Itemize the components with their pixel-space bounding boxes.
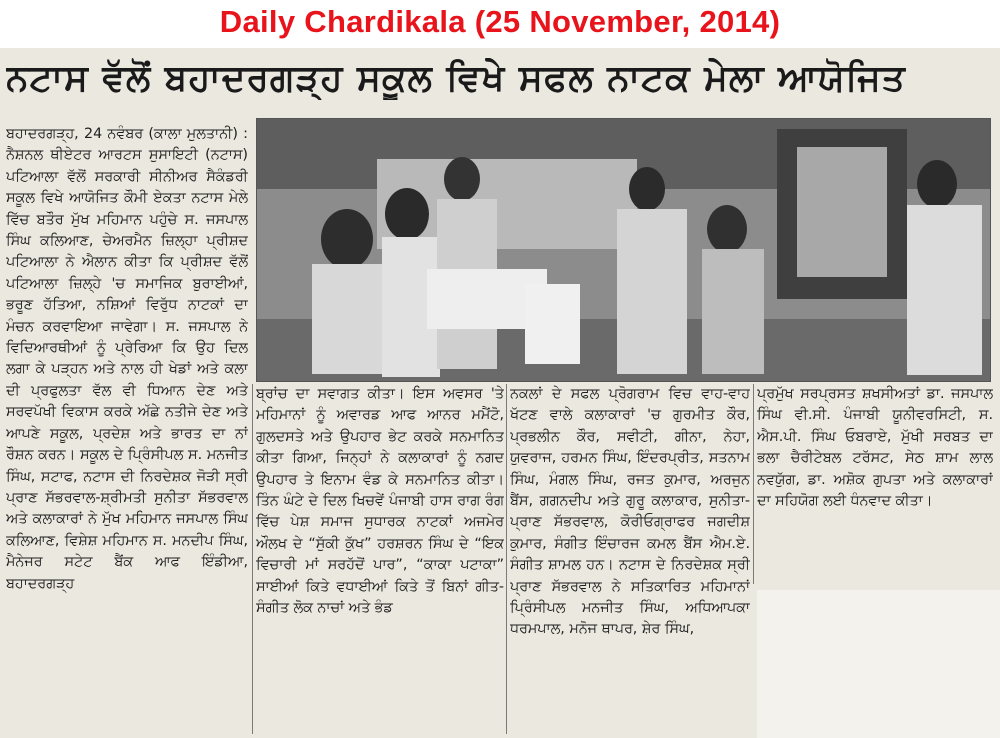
article-column-2 [256, 384, 504, 734]
article-headline: ਨਟਾਸ ਵੱਲੋਂ ਬਹਾਦਰਗੜ੍ਹ ਸਕੂਲ ਵਿਖੇ ਸਫਲ ਨਾਟਕ ਮੇਲਾ ਆਯੋਜਿਤ [6, 58, 906, 99]
news-photo-illustration [257, 119, 990, 381]
article-text-col3: ਨਕਲਾਂ ਦੇ ਸਫਲ ਪ੍ਰੋਗਰਾਮ ਵਿਚ ਵਾਹ-ਵਾਹ ਖੱਟਣ ਵਾਲੇ ਕਲਾਕਾਰਾਂ 'ਚ ਗੁਰਮੀਤ ਕੌਰ, ਪ੍ਰਭਲੀਨ ਕੌਰ, ਸਵੀਟੀ, ਗੀਨਾ, ਨੇਹਾ, ਯੁਵਰਾਜ, ਹਰਮਨ ਸਿੰਘ, ਇੰਦਰਪ੍ਰੀਤ, ਸਤਨਾਮ ਸਿੰਘ, ਮੰਗਲ ਸਿੰਘ, ਰਜਤ ਕੁਮਾਰ, ਅਰਜੁਨ ਬੈਂਸ, ਗਗਨਦੀਪ ਅਤੇ ਗੁਰੂ ਕਲਾਕਾਰ, ਸੁਨੀਤਾ-ਪ੍ਰਾਣ ਸੱਭਰਵਾਲ, ਕੋਰੀਓਗ੍ਰਾਫਰ ਜਗਦੀਸ਼ ਕੁਮਾਰ, ਸੰਗੀਤ ਇੰਚਾਰਜ ਕਮਲ ਬੈਂਸ ਐਮ.ਏ. ਸੰਗੀਤ ਸ਼ਾਮਲ ਹਨ। ਨਟਾਸ ਦੇ ਨਿਰਦੇਸ਼ਕ ਸ੍ਰੀ ਪ੍ਰਾਣ ਸੱਭਰਵਾਲ ਨੇ ਸਤਿਕਾਰਿਤ ਮਹਿਮਾਨਾਂ ਪ੍ਰਿੰਸੀਪਲ ਮਨਜੀਤ ਸਿੰਘ, ਅਧਿਆਪਕਾ ਧਰਮਪਾਲ, ਮਨੋਜ ਥਾਪਰ, ਸ਼ੇਰ ਸਿੰਘ, [510, 386, 750, 638]
column-divider [753, 384, 754, 584]
article-text-col1: ਬਹਾਦਰਗੜ੍ਹ, 24 ਨਵੰਬਰ (ਕਾਲਾ ਮੁਲਤਾਨੀ) : ਨੈਸ਼ਨਲ ਥੀਏਟਰ ਆਰਟਸ ਸੁਸਾਇਟੀ (ਨਟਾਸ) ਪਟਿਆਲਾ ਵੱਲੋਂ ਸਰਕਾਰੀ ਸੀਨੀਅਰ ਸੈਕੰਡਰੀ ਸਕੂਲ ਵਿਖੇ ਆਯੋਜਿਤ ਕੌਮੀ ਏਕਤਾ ਨਟਾਸ ਮੇਲੇ ਵਿੱਚ ਬਤੌਰ ਮੁੱਖ ਮਹਿਮਾਨ ਪਹੁੰਚੇ ਸ. ਜਸਪਾਲ ਸਿੰਘ ਕਲਿਆਣ, ਚੇਅਰਮੈਨ ਜ਼ਿਲ੍ਹਾ ਪ੍ਰੀਸ਼ਦ ਪਟਿਆਲਾ ਨੇ ਐਲਾਨ ਕੀਤਾ ਕਿ ਪ੍ਰੀਸ਼ਦ ਵੱਲੋਂ ਪਟਿਆਲਾ ਜ਼ਿਲ੍ਹੇ 'ਚ ਸਮਾਜਿਕ ਬੁਰਾਈਆਂ, ਭਰੂਣ ਹੱਤਿਆ, ਨਸ਼ਿਆਂ ਵਿਰੁੱਧ ਨਾਟਕਾਂ ਦਾ ਮੰਚਨ ਕਰਵਾਇਆ ਜਾਵੇਗਾ। ਸ. ਜਸਪਾਲ ਨੇ ਵਿਦਿਆਰਥੀਆਂ ਨੂੰ ਪ੍ਰੇਰਿਆ ਕਿ ਉਹ ਦਿਲ ਲਗਾ ਕੇ ਪੜ੍ਹਨ ਅਤੇ ਨਾਲ ਹੀ ਖੇਡਾਂ ਅਤੇ ਕਲਾ ਦੀ ਪ੍ਰਫੁਲਤਾ ਵੱਲ ਵੀ ਧਿਆਨ ਦੇਣ ਅਤੇ ਸਰਵਪੱਖੀ ਵਿਕਾਸ ਕਰਕੇ ਅੱਛੇ ਨਤੀਜੇ ਦੇਣ ਅਤੇ ਆਪਣੇ ਸਕੂਲ, ਪ੍ਰਦੇਸ਼ ਅਤੇ ਭਾਰਤ ਦਾ ਨਾਂ ਰੌਸ਼ਨ ਕਰਨ। ਸਕੂਲ ਦੇ ਪ੍ਰਿੰਸੀਪਲ ਸ. ਮਨਜੀਤ ਸਿੰਘ, ਸਟਾਫ, ਨਟਾਸ ਦੀ ਨਿਰਦੇਸ਼ਕ ਜੋੜੀ ਸ੍ਰੀ ਪ੍ਰਾਣ ਸੱਭਰਵਾਲ-ਸ਼੍ਰੀਮਤੀ ਸੁਨੀਤਾ ਸੱਭਰਵਾਲ ਅਤੇ ਕਲਾਕਾਰਾਂ ਨੇ ਮੁੱਖ ਮਹਿਮਾਨ ਜਸਪਾਲ ਸਿੰਘ ਕਲਿਆਣ, ਵਿਸ਼ੇਸ਼ ਮਹਿਮਾਨ ਸ. ਮਨਦੀਪ ਸਿੰਘ, ਮੈਨੇਜਰ ਸਟੇਟ ਬੈਂਕ ਆਫ ਇੰਡੀਆ, ਬਹਾਦਰਗੜ੍ਹ [6, 126, 248, 592]
article-column-1 [6, 124, 248, 734]
column-divider [252, 384, 253, 734]
blank-area [757, 590, 1000, 738]
article-text-col2: ਬ੍ਰਾਂਚ ਦਾ ਸਵਾਗਤ ਕੀਤਾ। ਇਸ ਅਵਸਰ 'ਤੇ ਮਹਿਮਾਨਾਂ ਨੂੰ ਅਵਾਰਡ ਆਫ ਆਨਰ ਮਮੈਂਟੋ, ਗੁਲਦਸਤੇ ਅਤੇ ਉਪਹਾਰ ਭੇਟ ਕਰਕੇ ਸਨਮਾਨਿਤ ਕੀਤਾ ਗਿਆ, ਜਿਨ੍ਹਾਂ ਨੇ ਕਲਾਕਾਰਾਂ ਨੂੰ ਨਗਦ ਉਪਹਾਰ ਤੇ ਇਨਾਮ ਵੰਡ ਕੇ ਸਨਮਾਨਿਤ ਕੀਤਾ। ਤਿੰਨ ਘੰਟੇ ਦੇ ਦਿਲ ਖਿਚਵੇਂ ਪੰਜਾਬੀ ਹਾਸ ਰਾਗ ਰੰਗ ਵਿੱਚ ਪੇਸ਼ ਸਮਾਜ ਸੁਧਾਰਕ ਨਾਟਕਾਂ ਅਜਮੇਰ ਔਲਖ ਦੇ “ਸੁੱਕੀ ਕੁੱਖ” ਹਰਸ਼ਰਨ ਸਿੰਘ ਦੇ “ਇਕ ਵਿਚਾਰੀ ਮਾਂ ਸਰਹੱਦੋਂ ਪਾਰ”, “ਕਾਕਾ ਪਟਾਕਾ” ਸਾਈਆਂ ਕਿਤੇ ਵਧਾਈਆਂ ਕਿਤੇ ਤੋਂ ਬਿਨਾਂ ਗੀਤ-ਸੰਗੀਤ ਲੋਕ ਨਾਚਾਂ ਅਤੇ ਭੰਡ [256, 386, 504, 617]
caption-band [0, 0, 1000, 48]
column-divider [506, 384, 507, 734]
news-photo [256, 118, 991, 382]
article-column-3 [510, 384, 750, 734]
article-column-4 [757, 384, 993, 584]
article-text-col4: ਪ੍ਰਮੁੱਖ ਸਰਪ੍ਰਸਤ ਸ਼ਖਸੀਅਤਾਂ ਡਾ. ਜਸਪਾਲ ਸਿੰਘ ਵੀ.ਸੀ. ਪੰਜਾਬੀ ਯੂਨੀਵਰਸਿਟੀ, ਸ. ਐਸ.ਪੀ. ਸਿੰਘ ਓਬਰਾਏ, ਮੁੱਖੀ ਸਰਬਤ ਦਾ ਭਲਾ ਚੈਰੀਟੇਬਲ ਟਰੱਸਟ, ਸੇਠ ਸ਼ਾਮ ਲਾਲ ਨਵਯੁੱਗ, ਡਾ. ਅਸ਼ੋਕ ਗੁਪਤਾ ਅਤੇ ਕਲਾਕਾਰਾਂ ਦਾ ਸਹਿਯੋਗ ਲਈ ਧੰਨਵਾਦ ਕੀਤਾ। [757, 386, 993, 510]
clipping-caption: Daily Chardikala (25 November, 2014) [219, 4, 781, 39]
